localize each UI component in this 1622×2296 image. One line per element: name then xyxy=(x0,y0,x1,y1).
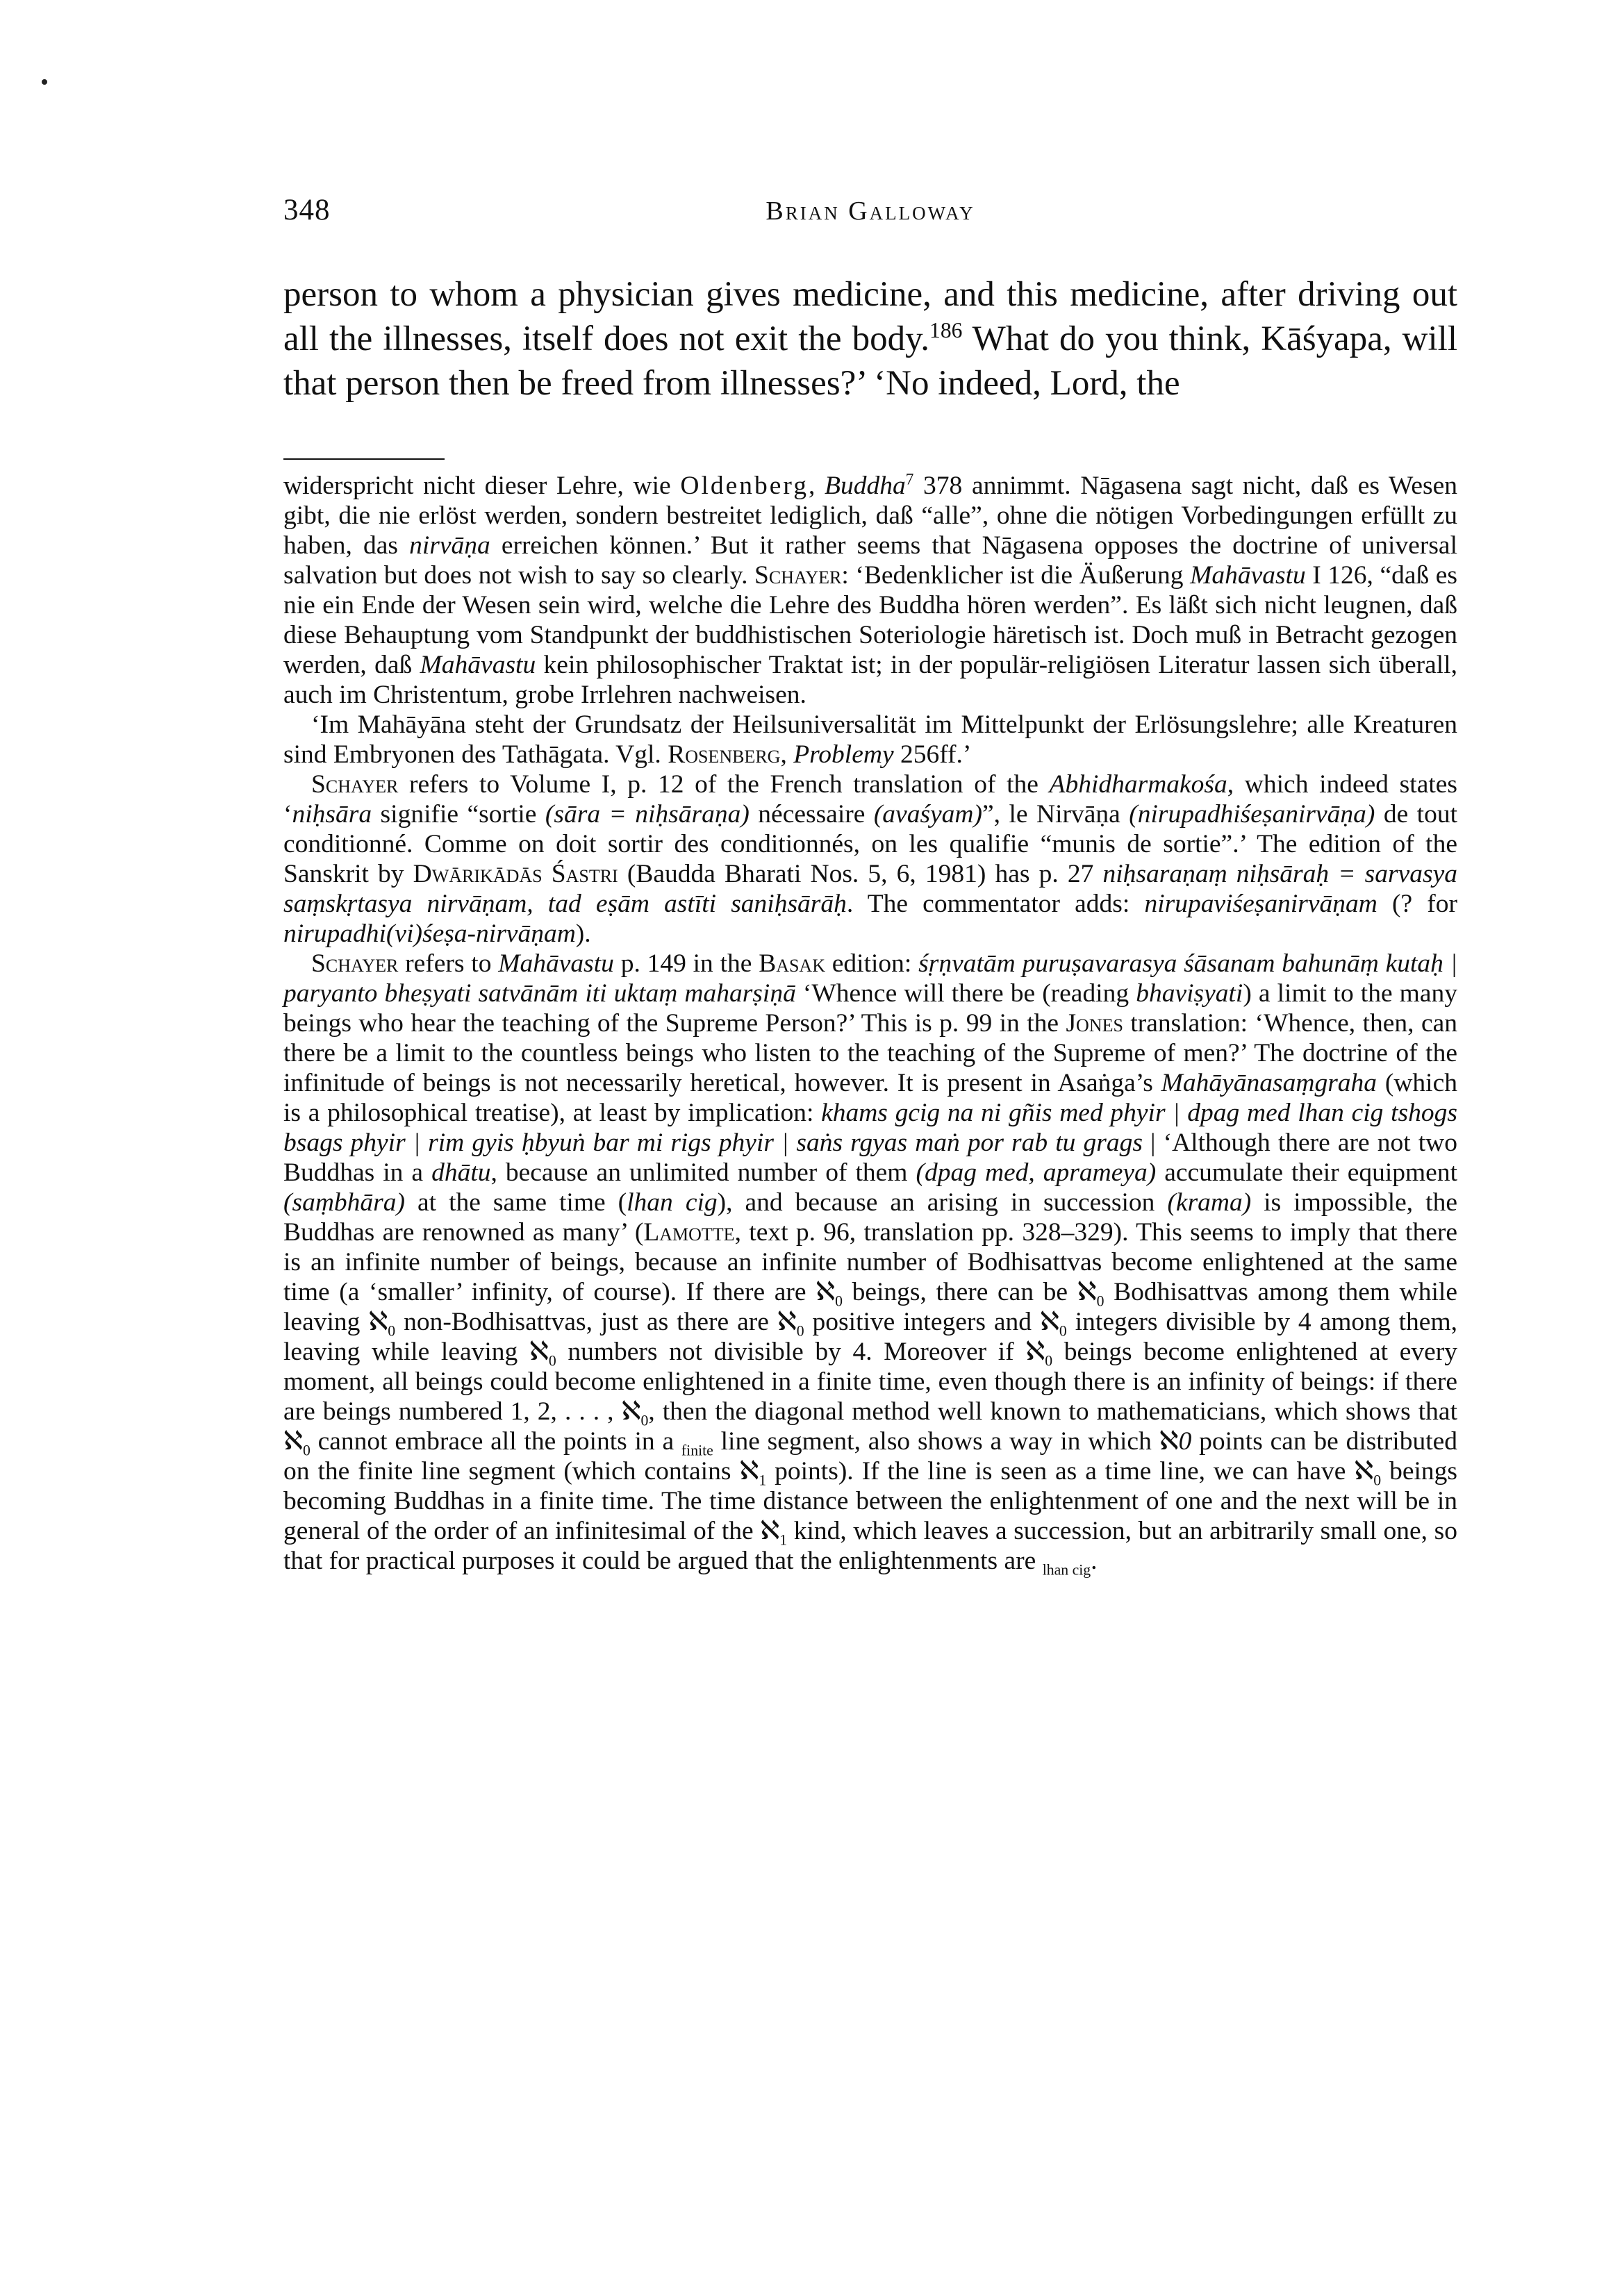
author-name-small-caps: Basak xyxy=(759,949,825,978)
footnote-text: ). xyxy=(575,920,591,948)
footnote-text: ‘Whence will there be (reading xyxy=(795,979,1136,1008)
sanskrit-term: bhaviṣyati xyxy=(1136,979,1243,1008)
footnote-text: de tout conditionné. Comme on doit sortir des conditionnés, on les qualifie “munis de sortie”.’ The edition of the Sanskrit by xyxy=(283,800,1457,888)
book-title: Buddha xyxy=(825,472,906,500)
footnote-text: erreichen können.’ But it rather seems that Nāgasena opposes the doctrine of universal salvation but does not wish to say so clearly. xyxy=(283,531,1457,590)
running-head-author: Brian Galloway xyxy=(766,197,975,226)
footnote-text: ), and because an arising in succession xyxy=(717,1188,1168,1217)
book-title: Mahāvastu xyxy=(420,651,536,679)
tibetan-term: lhan cig xyxy=(627,1188,718,1217)
footnote-text: , because an unlimited number of them xyxy=(490,1158,916,1187)
sanskrit-term: (nirupadhiśeṣanirvāṇa) xyxy=(1129,800,1375,829)
footnote-paragraph xyxy=(283,949,1458,1579)
footnote-text: cannot embrace all the points in a xyxy=(310,1427,681,1456)
sanskrit-term: dhātu xyxy=(431,1158,491,1187)
footnote-text: . xyxy=(1091,1547,1098,1575)
footnote-text: ) a limit to the many beings who hear the teaching of the Supreme Person?’ This is p. 99 in the xyxy=(283,979,1457,1038)
author-name-small-caps: Schayer xyxy=(311,949,399,978)
footnote-text: line segment, also shows a way in which ℵ xyxy=(713,1427,1179,1456)
footnote-text: beings becoming Buddhas in a finite time. The time distance between the enlightenment of one and the next will be in general of the order of an infinitesimal of the ℵ xyxy=(283,1457,1457,1545)
aleph-subscript: 0 xyxy=(1045,1352,1053,1370)
author-name-small-caps: Dwārikādās Śastri xyxy=(413,860,618,888)
footnote-text: ‘Im Mahāyāna steht der Grundsatz der Heilsuniversalität im Mittelpunkt der Erlösungslehre; alle Kreaturen sind Embryonen des Tathāgata. Vgl. xyxy=(283,710,1457,769)
footnote-text: at the same time ( xyxy=(405,1188,627,1217)
footnote-text: (? for xyxy=(1377,890,1457,918)
aleph-subscript: 0 xyxy=(1059,1322,1067,1340)
sanskrit-term: (krama) xyxy=(1167,1188,1252,1217)
sanskrit-term: nirupaviśeṣanirvāṇam xyxy=(1144,890,1377,918)
aleph-subscript: 0 xyxy=(835,1292,843,1310)
sanskrit-term: (avaśyam) xyxy=(873,800,983,829)
page-number: 348 xyxy=(283,194,331,226)
stray-ink-dot xyxy=(42,79,47,85)
footnote-text: numbers not divisible by 4. Moreover if ℵ xyxy=(556,1338,1045,1366)
footnote-text: , which indeed states ‘ xyxy=(283,770,1457,829)
footnotes-section xyxy=(283,470,1458,1579)
footnote-text: nécessaire xyxy=(749,800,874,829)
aleph-subscript: finite xyxy=(681,1442,713,1459)
footnote-text: . The commentator adds: xyxy=(846,890,1145,918)
footnote-text: translation: ‘Whence, then, can there be a limit to the countless beings who listen to the teaching of the Supreme of men?’ The doctrine of the infinitude of beings is not necessarily heretical, however. It is present in Asaṅga’s xyxy=(283,1009,1457,1097)
aleph-subscript: 0 xyxy=(302,1442,311,1459)
book-title: Problemy xyxy=(793,740,894,769)
footnote-text: 378 annimmt. Nāgasena sagt nicht, daß es Wesen gibt, die nie erlöst werden, sondern bestreitet lediglich, daß “alle”, ohne die nötigen Vorbedingungen erfüllt zu haben, das xyxy=(283,472,1458,560)
footnote-text: (Baudda Bharati Nos. 5, 6, 1981) has p. 27 xyxy=(618,860,1103,888)
footnote-text: p. 149 in the xyxy=(613,949,759,978)
author-name-spaced: Oldenberg xyxy=(680,472,809,500)
sanskrit-term: (saṃbhāra) xyxy=(283,1188,405,1217)
footnote-text: : ‘Bedenklicher ist die Äußerung xyxy=(841,561,1191,590)
aleph-subscript: 0 xyxy=(640,1412,649,1429)
footnote-text: widerspricht nicht dieser Lehre, wie xyxy=(283,472,681,500)
main-text-paragraph xyxy=(283,272,1457,406)
sanskrit-quotation: niḥsaraṇaṃ niḥsāraḥ = sarvasya saṃskṛtasya nirvāṇam, tad eṣām astīti saniḥsārāḥ xyxy=(283,860,1457,918)
author-name-small-caps: Schayer xyxy=(311,770,399,799)
sanskrit-term: (dpag med, aprameya) xyxy=(916,1158,1157,1187)
footnote-text: beings become enlightened at every moment, all beings could become enlightened in a finite time, even though there is an infinity of beings: if there are beings numbered 1, 2, . . . , ℵ xyxy=(283,1338,1457,1426)
footnote-paragraph-continued xyxy=(283,471,1457,710)
book-title: Mahāyānasaṃgraha xyxy=(1161,1069,1377,1097)
footnote-text: , text p. 96, translation pp. 328–329). This seems to imply that there is an infinite number of beings, because an infinite number of Bodhisattvas become enlightened at the same time (a ‘smaller’ infinity, of course). If there are ℵ xyxy=(283,1218,1457,1306)
sanskrit-term: (sāra = niḥsāraṇa) xyxy=(545,800,750,829)
footnote-text: is impossible, the Buddhas are renowned as many’ ( xyxy=(283,1188,1457,1247)
book-title: Abhidharmakośa xyxy=(1049,770,1227,799)
footnote-text: refers to Volume I, p. 12 of the French translation of the xyxy=(398,770,1050,799)
author-name-small-caps: Rosenberg xyxy=(668,740,781,769)
author-name-small-caps: Lamotte xyxy=(643,1218,735,1247)
aleph-subscript: 0 xyxy=(548,1352,556,1370)
sanskrit-quotation: śṛṇvatām puruṣavarasya śāsanam bahunāṃ kutaḥ | paryanto bheṣyati satvānām iti uktaṃ maharṣiṇā xyxy=(283,949,1458,1008)
footnote-text: | ‘Although there are not two Buddhas in a xyxy=(283,1129,1457,1187)
footnote-text: signifie “sortie xyxy=(372,800,545,829)
aleph-subscript: 0 xyxy=(1373,1472,1382,1489)
book-title: Mahāvastu xyxy=(498,949,614,978)
footnote-text: positive integers and ℵ xyxy=(804,1308,1059,1336)
footnote-text: accumulate their equipment xyxy=(1156,1158,1457,1187)
aleph-subscript: 0 xyxy=(796,1322,804,1340)
footnote-separator-rule xyxy=(283,458,445,460)
footnote-text: (which is a philosophical treatise), at least by implication: xyxy=(283,1069,1457,1127)
author-name-small-caps: Schayer xyxy=(754,561,842,590)
footnote-text: , xyxy=(780,740,794,769)
footnote-text: ”, le Nirvāṇa xyxy=(982,800,1129,829)
main-text-segment: person to whom a physician gives medicine, and this medicine, after driving out all the illnesses, itself does not exit the body. xyxy=(283,275,1457,358)
footnote-text: kein philosophischer Traktat ist; in der populär-religiösen Literatur lassen sich überall, auch im Christentum, grobe Irrlehren nachweisen. xyxy=(283,651,1457,709)
footnote-paragraph xyxy=(283,710,1457,770)
footnote-text: , then the diagonal method well known to mathematicians, which shows that ℵ xyxy=(283,1397,1457,1456)
sanskrit-term: nirvāṇa xyxy=(409,531,490,560)
footnote-text: points). If the line is seen as a time line, we can have ℵ xyxy=(766,1457,1374,1486)
author-name-small-caps: Jones xyxy=(1066,1009,1123,1038)
footnote-paragraph xyxy=(283,770,1457,949)
footnote-text: edition: xyxy=(825,949,919,978)
footnote-text: Bodhisattvas among them while leaving ℵ xyxy=(283,1278,1457,1336)
sanskrit-term: niḥsāra xyxy=(292,800,372,829)
footnote-text: I 126, “daß es nie ein Ende der Wesen sein wird, welche die Lehre des Buddha hören werden”. Es läßt sich nicht leugnen, daß diese Behauptung vom Standpunkt der buddhistischen Soteriologie häretisch ist. Doch muß in Betracht gezogen werden, daß xyxy=(283,561,1458,679)
edition-superscript: 7 xyxy=(905,470,914,489)
footnote-text: points can be distributed on the finite line segment (which contains ℵ xyxy=(283,1427,1458,1486)
footnote-text: non-Bodhisattvas, just as there are ℵ xyxy=(395,1308,797,1336)
aleph-subscript: 0 xyxy=(1096,1292,1104,1310)
footnote-text: , xyxy=(808,472,825,500)
footnote-text: kind, which leaves a succession, but an arbitrarily small one, so that for practical purposes it could be argued that the enlightenments are xyxy=(283,1517,1458,1575)
tibetan-quotation: khams gcig na ni gñis med phyir | dpag med lhan cig tshogs bsags phyir | rim gyis ḥbyuṅ bar mi rigs phyir | saṅs rgyas maṅ por rab tu grags xyxy=(283,1099,1457,1157)
footnote-text: integers divisible by 4 among them, leaving while leaving ℵ xyxy=(283,1308,1457,1366)
book-title: Mahāvastu xyxy=(1190,561,1306,590)
aleph-subscript: lhan cig xyxy=(1042,1561,1091,1579)
running-head xyxy=(283,193,1457,235)
aleph-subscript: 1 xyxy=(759,1472,767,1489)
sanskrit-term: nirupadhi(vi)śeṣa-nirvāṇam xyxy=(283,920,576,948)
footnote-text: beings, there can be ℵ xyxy=(843,1278,1097,1306)
main-text-segment: What do you think, Kāśyapa, will that person then be freed from illnesses?’ ‘No indeed, Lord, the xyxy=(283,319,1457,403)
footnote-text: 256ff.’ xyxy=(893,740,972,769)
footnote-text: refers to xyxy=(398,949,499,978)
emphasis-term: 0 xyxy=(1178,1427,1192,1456)
aleph-subscript: 1 xyxy=(779,1531,788,1549)
footnote-reference-186: 186 xyxy=(929,318,963,342)
aleph-subscript: 0 xyxy=(388,1322,396,1340)
